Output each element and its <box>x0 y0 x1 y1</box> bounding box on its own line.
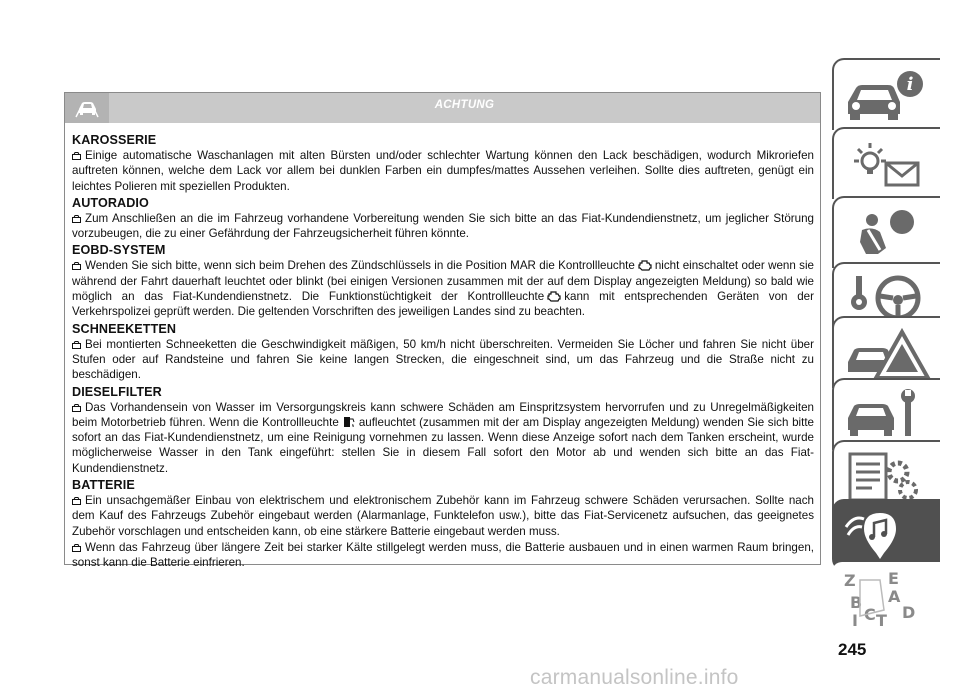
warning-lights-icon <box>842 137 932 193</box>
warning-icon-cell <box>65 93 109 123</box>
tab-safety[interactable] <box>832 196 940 268</box>
paragraph <box>72 211 814 242</box>
paragraph-text: nicht einschaltet oder wenn sie während der Fahrt dauerhaft leuchtet oder blinkt (bei einigen Versionen zusammen mit der auf dem Display angezeigten Meldung) so bald wie möglich an das Fiat-Kundendienstnetz. Die Funktionstüchtigkeit der Kontrollleuchte <box>72 259 814 304</box>
technical-data-icon <box>842 450 932 506</box>
paragraph-text: Zum Anschließen an die im Fahrzeug vorhandene Vorbereitung wenden Sie sich bitte an das Fiat-Kundendienstnetz, um jeglicher Störung vorzubeugen, die zu einer Gefährdung der Fahrzeugsicherheit führen könnte. <box>72 211 814 241</box>
paragraph-text: Wenden Sie sich bitte, wenn sich beim Drehen des Zündschlüssels in die Position MAR die Kontrollleuchte <box>85 259 635 273</box>
index-letter-a: A <box>888 587 901 606</box>
warning-header <box>65 93 820 123</box>
section-heading-eobd: EOBD-SYSTEM <box>72 243 166 258</box>
paragraph <box>72 258 814 319</box>
bullet-icon <box>72 215 81 222</box>
paragraph-text: Ein unsachgemäßer Einbau von elektrischem und elektronischem Zubehör kann im Fahrzeug schwere Schäden verursachen. Sollte nach dem Kauf des Fahrzeugs Zubehör eingebaut werden (Alarmanlage, Funktelefon usw.), bitte das Fiat-Servicenetz aufsuchen, das geeignetes Zubehör vorschlagen und entscheiden kann, ob eine stärkere Batterie eingebaut werden muss. <box>72 494 814 538</box>
tab-index[interactable] <box>832 562 940 634</box>
bullet-icon <box>72 152 81 159</box>
section-heading-schneeketten: SCHNEEKETTEN <box>72 321 177 336</box>
paragraph <box>72 400 814 476</box>
tab-multimedia[interactable] <box>832 499 940 571</box>
engine-warning-icon <box>638 260 652 271</box>
section-heading-autoradio: AUTORADIO <box>72 195 149 210</box>
paragraph-text: Wenn das Fahrzeug über längere Zeit bei starker Kälte stillgelegt werden muss, die Batterie ausbauen und in einen warmen Raum bringen, sonst kann die Batterie einfrieren. <box>72 540 814 570</box>
paragraph-text: Bei montierten Schneeketten die Geschwindigkeit mäßigen, 50 km/h nicht überschreiten. Vermeiden Sie Löcher und fahren Sie nicht über Stufen oder auf Randsteine und fahren Sie keine langen Strecken, die eingeschneit sind, um das Fahrzeug und die Straße nicht zu beschädigen. <box>72 337 814 382</box>
index-letter-e: E <box>888 570 899 588</box>
index-letter-b: B <box>850 593 863 612</box>
index-letter-z: Z <box>844 571 856 590</box>
warning-box <box>64 92 821 570</box>
index-letter-d: D <box>902 603 916 622</box>
paragraph <box>72 540 814 571</box>
bullet-icon <box>72 497 81 504</box>
index-letter-i: I <box>852 611 858 630</box>
water-in-fuel-icon <box>342 416 356 428</box>
warning-title: ACHTUNG <box>434 99 495 111</box>
car-info-icon <box>842 68 932 124</box>
index-letter-t: T <box>876 611 887 630</box>
svg-text:i: i <box>906 74 914 95</box>
paragraph <box>72 148 814 194</box>
watermark: carmanualsonline.info <box>530 666 739 689</box>
paragraph-text: kann mit entsprechenden Geräten von der Verkehrspolizei geprüft werden. Die geltenden Vorschriften des jeweiligen Landes sind zu beachten. <box>72 290 814 319</box>
index-letter-c: C <box>864 605 876 624</box>
section-heading-dieselfilter: DIESELFILTER <box>72 384 162 399</box>
paragraph-text: Das Vorhandensein von Wasser im Versorgungskreis kann schwere Schäden am Einspritzsystem hervorrufen und zu Unregelmäßigkeiten beim Motorbetrieb führen. Wenn die Kontrollleuchte <box>72 400 814 429</box>
index-icon <box>840 570 930 632</box>
section-heading-batterie: BATTERIE <box>72 478 135 493</box>
bullet-icon <box>72 262 81 269</box>
engine-warning-icon <box>547 291 561 302</box>
paragraph <box>72 337 814 383</box>
bullet-icon <box>72 544 81 551</box>
maintenance-icon <box>842 388 932 444</box>
car-warning-icon <box>75 98 99 118</box>
tab-warning-lights[interactable] <box>832 127 940 199</box>
paragraph-text: aufleuchtet (zusammen mit der am Display angezeigten Meldung) wenden Sie sich bitte sofort an das Fiat-Kundendienstnetz, um eine Reinigung vornehmen zu lassen. Wenn diese Anzeige sofort nach dem Tanken erscheint, wurde möglicherweise Wasser in den Tank eingeführt: stellen Sie in diesem Fall sofort den Motor ab und wenden sich bitte an das Fiat-Kundendienstnetz. <box>72 415 814 475</box>
safety-airbag-icon <box>842 206 932 262</box>
tab-car-info[interactable] <box>832 58 940 130</box>
paragraph-text: Einige automatische Waschanlagen mit alten Bürsten und/oder schlechter Wartung können den Lack beschädigen, wodurch Mikroriefen auftreten können, welche dem Lack vor allem bei dunklen Farben ein dumpfes/mattes Aussehen verleihen. Sollte dies auftreten, genügt ein leichtes Polieren mit speziellen Produkten. <box>72 149 814 193</box>
paragraph <box>72 493 814 539</box>
multimedia-icon <box>840 507 930 563</box>
bullet-icon <box>72 404 81 411</box>
emergency-icon <box>842 326 932 382</box>
bullet-icon <box>72 341 81 348</box>
page-number: 245 <box>838 640 867 659</box>
section-heading-karosserie: KAROSSERIE <box>72 133 157 147</box>
warning-body <box>65 123 820 571</box>
